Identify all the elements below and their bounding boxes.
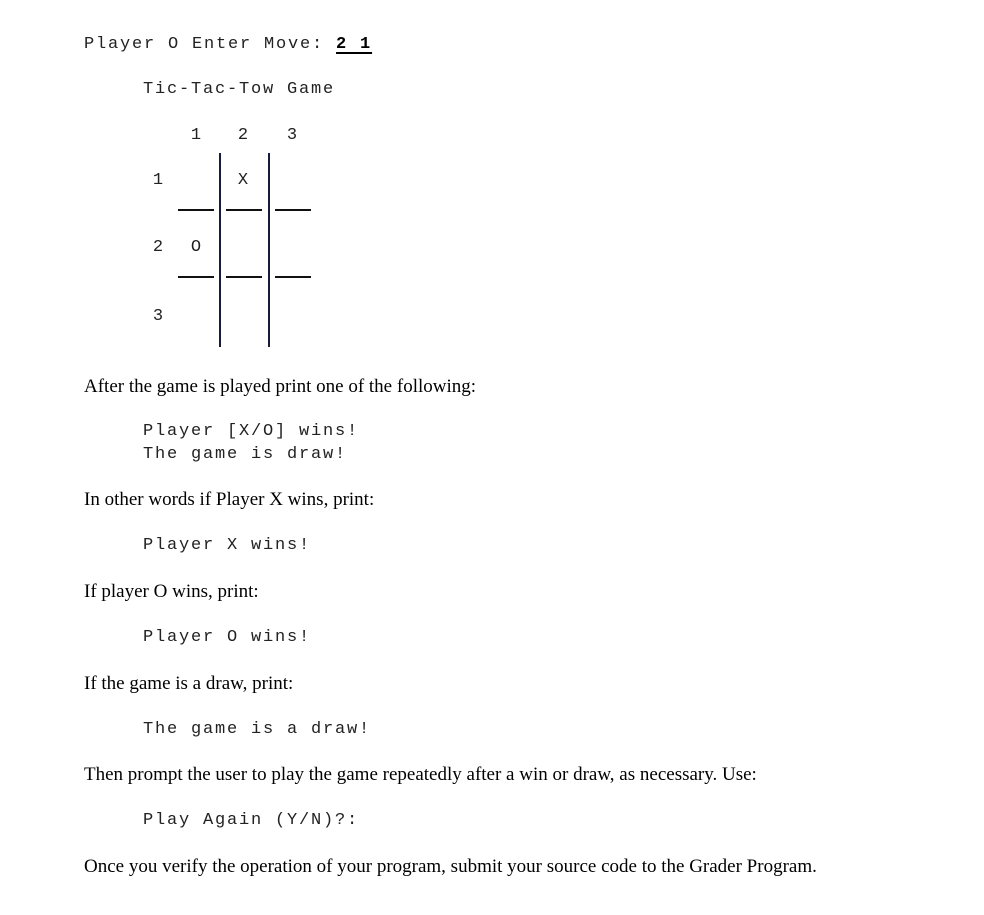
column-label: 2: [237, 126, 249, 145]
row-label: 2: [152, 238, 164, 257]
code-line: The game is draw!: [143, 445, 348, 464]
paragraph: In other words if Player X wins, print:: [84, 489, 375, 510]
grid-vertical-line: [219, 153, 221, 347]
board-cell: X: [237, 171, 249, 190]
paragraph: After the game is played print one of the following:: [84, 376, 477, 397]
board-cell: O: [190, 238, 202, 257]
code-line: Player X wins!: [143, 536, 312, 555]
grid-horizontal-line: [178, 276, 214, 278]
paragraph: Then prompt the user to play the game repeatedly after a win or draw, as necessary. Use:: [84, 764, 757, 785]
paragraph: If player O wins, print:: [84, 581, 259, 602]
paragraph: If the game is a draw, print:: [84, 673, 294, 694]
game-title: Tic-Tac-Tow Game: [143, 80, 336, 99]
grid-horizontal-line: [275, 209, 311, 211]
code-line: Play Again (Y/N)?:: [143, 811, 360, 830]
code-line: The game is a draw!: [143, 720, 372, 739]
grid-vertical-line: [268, 153, 270, 347]
move-input-value: 2 1: [336, 35, 373, 54]
move-prompt: [84, 35, 372, 55]
code-line: Player [X/O] wins!: [143, 422, 360, 441]
grid-horizontal-line: [226, 276, 262, 278]
column-label: 1: [190, 126, 202, 145]
grid-horizontal-line: [178, 209, 214, 211]
paragraph: Once you verify the operation of your program, submit your source code to the Grader Program.: [84, 856, 817, 877]
row-label: 3: [152, 307, 164, 326]
column-label: 3: [286, 126, 298, 145]
grid-horizontal-line: [275, 276, 311, 278]
move-prompt-label: Player O Enter Move:: [84, 35, 337, 54]
grid-horizontal-line: [226, 209, 262, 211]
code-line: Player O wins!: [143, 628, 312, 647]
row-label: 1: [152, 171, 164, 190]
